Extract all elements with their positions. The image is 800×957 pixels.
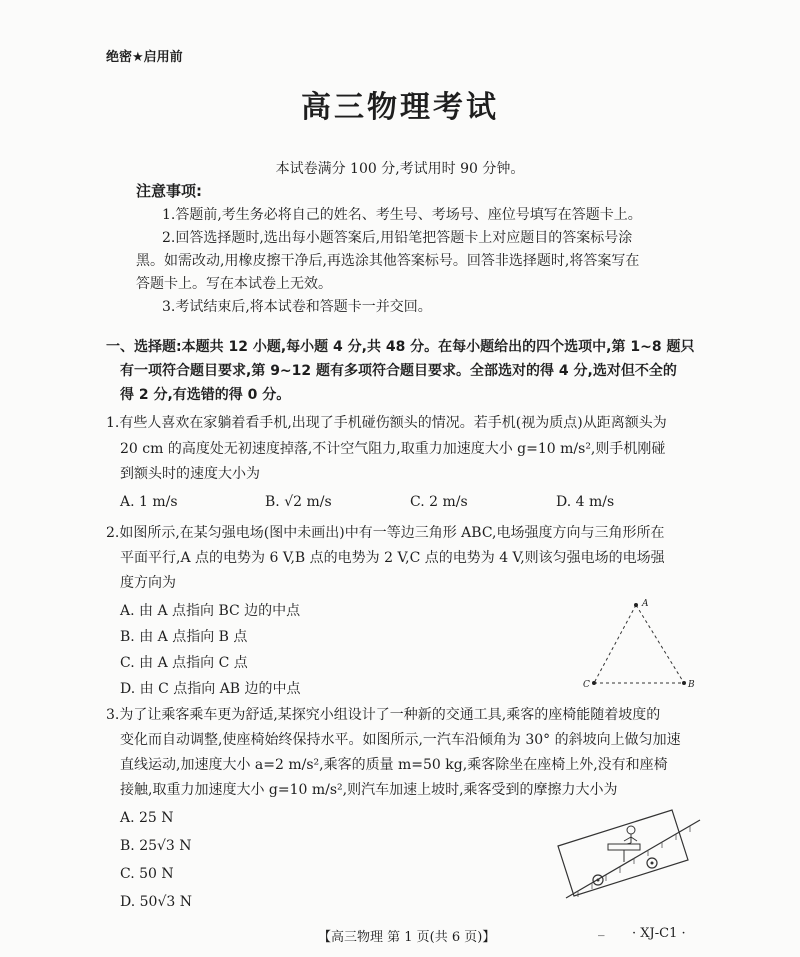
q3-option-c: C. 50 N	[120, 866, 174, 882]
q1-line: 到额头时的速度大小为	[120, 466, 260, 482]
exam-info: 本试卷满分 100 分,考试用时 90 分钟。	[275, 161, 525, 177]
page-title: 高三物理考试	[301, 90, 499, 125]
footer-page-info: 【高三物理 第 1 页(共 6 页)】	[318, 930, 496, 945]
passenger	[624, 826, 637, 844]
q3-line: 直线运动,加速度大小 a=2 m/s²,乘客的质量 m=50 kg,乘客除坐在座椅上外,没有和座椅	[120, 757, 668, 773]
incline-line	[566, 820, 700, 898]
q2-line: 平面平行,A 点的电势为 6 V,B 点的电势为 2 V,C 点的电势为 4 V,则该匀强电场的电场强	[120, 550, 665, 566]
section-line: 得 2 分,有选错的得 0 分。	[120, 387, 291, 403]
notice-line: 答题卡上。写在本试卷上无效。	[136, 276, 332, 292]
footer-code: · XJ-C1 ·	[632, 926, 686, 941]
notice-line: 2.回答选择题时,选出每小题答案后,用铅笔把答题卡上对应题目的答案标号涂	[162, 230, 633, 246]
q1-option-c: C. 2 m/s	[410, 494, 468, 510]
q2-option-a: A. 由 A 点指向 BC 边的中点	[120, 603, 301, 619]
triangle-edge-ac	[594, 605, 636, 683]
q1-option-b: B. √2 m/s	[265, 494, 332, 510]
notice-line: 3.考试结束后,将本试卷和答题卡一并交回。	[162, 299, 432, 315]
q2-option-b: B. 由 A 点指向 B 点	[120, 629, 248, 645]
incline-hatching	[578, 826, 690, 897]
q2-option-d: D. 由 C 点指向 AB 边的中点	[120, 681, 301, 697]
footer-dash: _	[598, 922, 605, 937]
q3-line: 接触,取重力加速度大小 g=10 m/s²,则汽车加速上坡时,乘客受到的摩擦力大小为	[120, 782, 618, 798]
notice-line: 1.答题前,考生务必将自己的姓名、考生号、考场号、座位号填写在答题卡上。	[162, 207, 642, 223]
triangle-figure	[580, 595, 700, 695]
wheel-rear-hub	[597, 879, 600, 882]
q3-line: 变化而自动调整,使座椅始终保持水平。如图所示,一汽车沿倾角为 30° 的斜坡向上做匀加速	[120, 732, 681, 748]
vehicle-body	[558, 810, 688, 896]
label-c: C	[583, 680, 590, 690]
q1-option-a: A. 1 m/s	[120, 494, 178, 510]
q2-line: 2.如图所示,在某匀强电场(图中未画出)中有一等边三角形 ABC,电场强度方向与三角形所在	[106, 525, 665, 541]
triangle-edge-ab	[636, 605, 684, 683]
secret-tag: 绝密★启用前	[106, 50, 183, 65]
section-line: 有一项符合题目要求,第 9~12 题有多项符合题目要求。全部选对的得 4 分,选对但不全的	[120, 363, 677, 379]
slope-vehicle-figure	[548, 808, 708, 908]
label-a: A	[642, 599, 649, 609]
q3-option-a: A. 25 N	[120, 810, 174, 826]
section-line: 一、选择题:本题共 12 小题,每小题 4 分,共 48 分。在每小题给出的四个选项中,第 1~8 题只	[106, 339, 695, 355]
q3-option-d: D. 50√3 N	[120, 894, 192, 910]
label-b: B	[688, 680, 695, 690]
seat	[608, 844, 640, 850]
q1-option-d: D. 4 m/s	[556, 494, 615, 510]
q1-line: 20 cm 的高度处无初速度掉落,不计空气阻力,取重力加速度大小 g=10 m/s²,则手机刚碰	[120, 441, 666, 457]
q2-line: 度方向为	[120, 575, 176, 591]
wheel-front-hub	[651, 862, 654, 865]
q3-line: 3.为了让乘客乘车更为舒适,某探究小组设计了一种新的交通工具,乘客的座椅能随着坡度的	[106, 707, 661, 723]
point-b	[682, 681, 686, 685]
point-a	[634, 603, 638, 607]
q3-option-b: B. 25√3 N	[120, 838, 192, 854]
notice-line: 黑。如需改动,用橡皮擦干净后,再选涂其他答案标号。回答非选择题时,将答案写在	[136, 253, 640, 269]
point-c	[592, 681, 596, 685]
q1-line: 1.有些人喜欢在家躺着看手机,出现了手机碰伤额头的情况。若手机(视为质点)从距离额头为	[106, 415, 667, 431]
q2-option-c: C. 由 A 点指向 C 点	[120, 655, 248, 671]
notice-heading: 注意事项:	[136, 182, 202, 200]
